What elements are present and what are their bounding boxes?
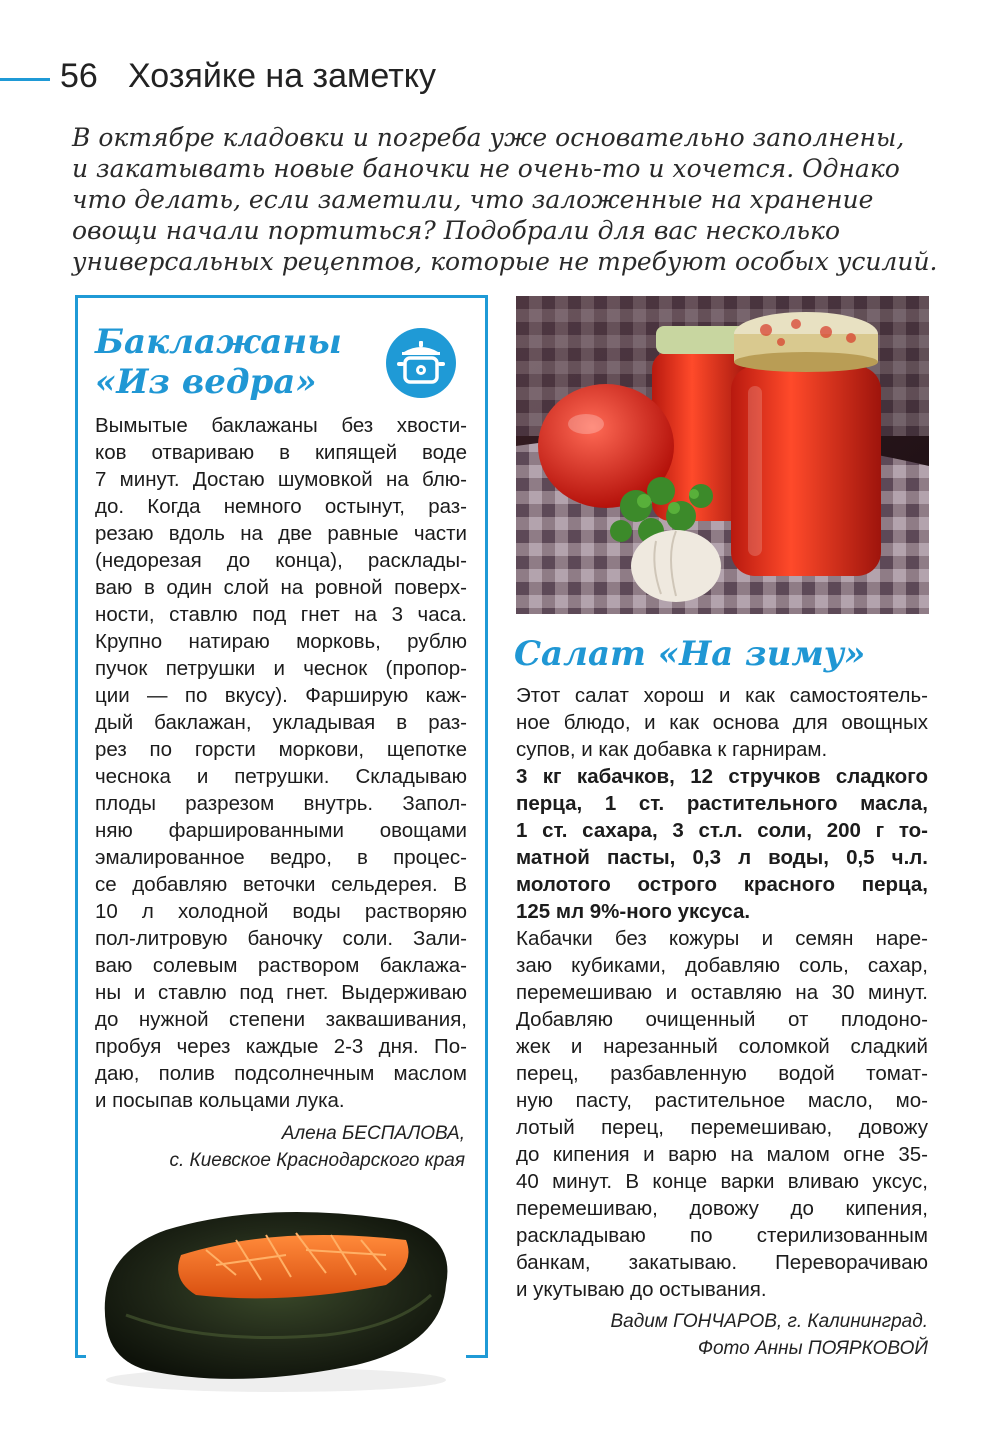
recipe2-method-line: лотый перец, перемешиваю, довожу <box>516 1116 928 1139</box>
tomato-jars-photo <box>516 296 929 614</box>
recipe2-method-line: перец, разбавленную водой томат- <box>516 1062 928 1085</box>
recipe1-line: до. Когда немного остынут, раз- <box>95 495 467 518</box>
recipe1-line: пробуя через каждые 2-3 дня. По- <box>95 1035 467 1058</box>
recipe1-line: няю фаршированными овощами <box>95 819 467 842</box>
recipe1-title-line: «Из ведра» <box>95 362 317 402</box>
recipe1-line: 10 л холодной воды растворяю <box>95 900 467 923</box>
recipe1-line: чеснока и петрушки. Складываю <box>95 765 467 788</box>
recipe1-line: Крупно натираю морковь, рублю <box>95 630 467 653</box>
recipe2-method-line: ную пасту, растительное масло, мо- <box>516 1089 928 1112</box>
cooking-pot-icon <box>386 328 456 398</box>
recipe2-intro-line: Этот салат хорош и как самостоятель- <box>516 684 928 707</box>
recipe2-method-line: 40 минут. В конце варки вливаю уксус, <box>516 1170 928 1193</box>
recipe2-method-line: банкам, закатываю. Переворачиваю <box>516 1251 928 1274</box>
recipe1-line: резаю вдоль на две равные части <box>95 522 467 545</box>
recipe1-location: с. Киевское Краснодарского края <box>169 1150 465 1171</box>
recipe1-line: дый баклажан, укладывая в раз- <box>95 711 467 734</box>
recipe1-line: даю, полив подсолнечным маслом <box>95 1062 467 1085</box>
recipe2-ingredient-line: 125 мл 9%-ного уксуса. <box>516 900 751 923</box>
intro-paragraph <box>72 122 952 277</box>
recipe1-line: до нужной степени заквашивания, <box>95 1008 467 1031</box>
recipe2-method-line: Добавляю очищенный от плодоно- <box>516 1008 928 1031</box>
recipe1-line: пучок петрушки и чеснок (пропор- <box>95 657 467 680</box>
recipe2-ingredient-line: матной пасты, 0,3 л воды, 0,5 ч.л. <box>516 846 928 869</box>
recipe2-intro-line: ное блюдо, и как основа для овощных <box>516 711 928 734</box>
recipe1-signature <box>95 1120 465 1174</box>
recipe1-line: 7 минут. Достаю шумовкой на блю- <box>95 468 467 491</box>
recipe1-line: ваю солевым раствором баклажа- <box>95 954 467 977</box>
recipe2-ingredient-line: 1 ст. сахара, 3 ст.л. соли, 200 г то- <box>516 819 928 842</box>
recipe1-line: плоды разрезом внутрь. Запол- <box>95 792 467 815</box>
recipe2-ingredient-line: перца, 1 ст. растительного масла, <box>516 792 928 815</box>
recipe2-intro-line: супов, и как добавка к гарнирам. <box>516 738 828 761</box>
recipe1-line: се добавляю веточки сельдерея. В <box>95 873 467 896</box>
recipe2-ingredient-line: молотого острого красного перца, <box>516 873 928 896</box>
header-accent-line <box>0 78 50 81</box>
photo-credit: Фото Анны ПОЯРКОВОЙ <box>697 1338 928 1359</box>
stuffed-eggplant-photo <box>86 1195 466 1395</box>
recipe1-line: ции — по вкусу). Фарширую каж- <box>95 684 467 707</box>
recipe1-line: и посыпав кольцами лука. <box>95 1089 345 1112</box>
recipe2-method-line: заю кубиками, добавляю соль, сахар, <box>516 954 928 977</box>
recipe1-line: пол-литровую баночку соли. Зали- <box>95 927 467 950</box>
recipe2-method-line: и укутываю до остывания. <box>516 1278 767 1301</box>
recipe1-line: ваю в один слой на ровной поверх- <box>95 576 467 599</box>
recipe1-text <box>95 412 467 1114</box>
recipe1-line: Вымытые баклажаны без хвости- <box>95 414 467 437</box>
recipe1-line: ков отвариваю в кипящей воде <box>95 441 467 464</box>
recipe1-line: ности, ставлю под гнет на 3 часа. <box>95 603 467 626</box>
recipe1-line: эмалированное ведро, в процес- <box>95 846 467 869</box>
recipe2-method-line: до кипения и варю на малом огне 35- <box>516 1143 928 1166</box>
recipe2-signature <box>516 1308 928 1362</box>
recipe2-author: Вадим ГОНЧАРОВ, г. Калининград. <box>610 1311 928 1332</box>
recipe1-title <box>95 322 385 402</box>
recipe1-title-line: Баклажаны <box>95 322 342 362</box>
recipe2-method-line: перемешиваю и оставляю на 30 минут. <box>516 981 928 1004</box>
intro-line: что делать, если заметили, что заложенные на хранение <box>72 185 874 214</box>
recipe1-line: рез по горсти моркови, щепотке <box>95 738 467 761</box>
recipe2-method-line: жек и нарезанный соломкой сладкий <box>516 1035 928 1058</box>
recipe2-method-line: перемешиваю, довожу до кипения, <box>516 1197 928 1220</box>
page-number: 56 <box>60 57 98 95</box>
recipe1-line: ны и ставлю под гнет. Выдерживаю <box>95 981 467 1004</box>
recipe2-ingredient-line: 3 кг кабачков, 12 стручков сладкого <box>516 765 928 788</box>
intro-line: В октябре кладовки и погреба уже основательно заполнены, <box>72 123 905 152</box>
intro-line: и закатывать новые баночки не очень-то и хочется. Однако <box>72 154 900 183</box>
section-title: Хозяйке на заметку <box>128 57 437 95</box>
intro-line: универсальных рецептов, которые не требуют особых усилий. <box>72 247 938 276</box>
recipe2-method-line: раскладываю по стерилизованным <box>516 1224 928 1247</box>
intro-line: овощи начали портиться? Подобрали для вас несколько <box>72 216 841 245</box>
recipe1-line: (недорезая до конца), расклады- <box>95 549 467 572</box>
recipe2-method-line: Кабачки без кожуры и семян наре- <box>516 927 928 950</box>
recipe1-author: Алена БЕСПАЛОВА, <box>281 1123 465 1144</box>
recipe2-title: Салат «На зиму» <box>514 634 866 674</box>
recipe2-text <box>516 682 928 1303</box>
